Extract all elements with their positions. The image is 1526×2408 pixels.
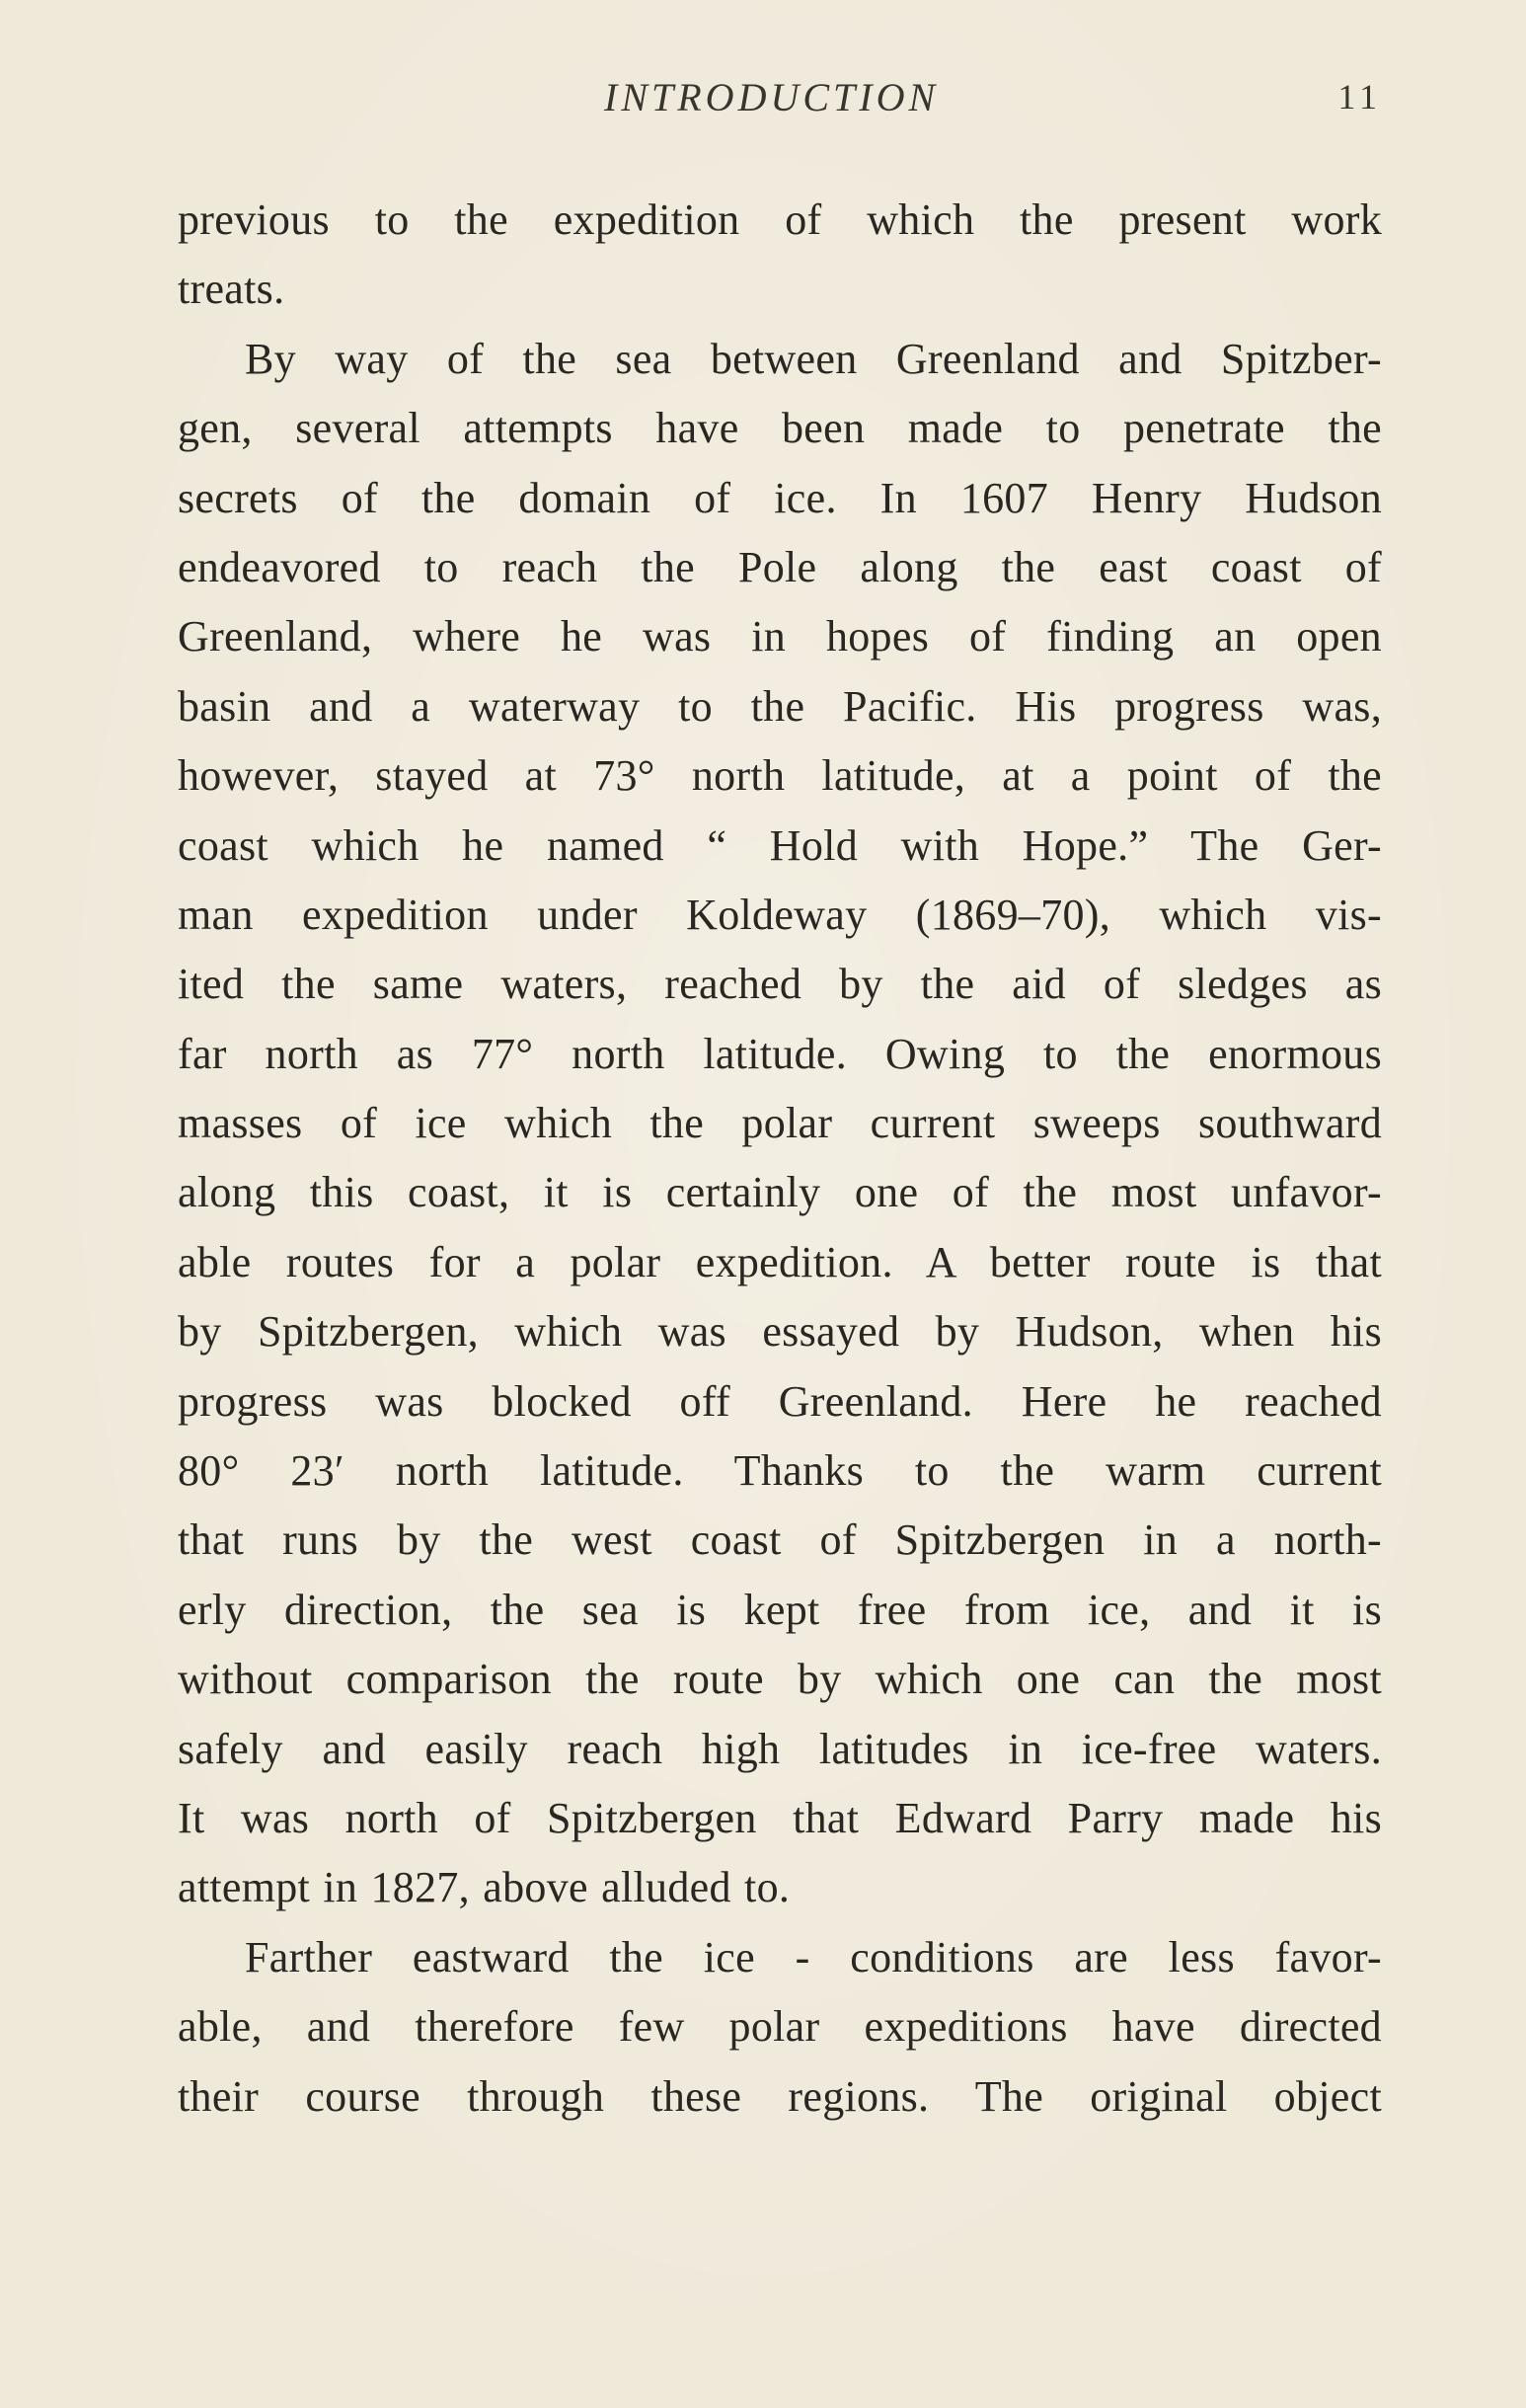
page-number: 11: [1337, 77, 1382, 117]
text-line: far north as 77° north latitude. Owing to the enormous: [178, 1029, 1382, 1078]
text-line: along this coast, it is certainly one of the most unfavor-: [178, 1168, 1382, 1217]
text-line: coast which he named “ Hold with Hope.” The Ger-: [178, 820, 1382, 870]
text-line: Farther eastward the ice - conditions are less favor-: [245, 1932, 1382, 1981]
text-line: previous to the expedition of which the present work: [178, 195, 1382, 244]
text-line: able, and therefore few polar expeditions have directed: [178, 2002, 1382, 2052]
text-line: by Spitzbergen, which was essayed by Hudson, when his: [178, 1307, 1382, 1357]
text-line: erly direction, the sea is kept free from ice, and it is: [178, 1585, 1382, 1634]
running-head-title: INTRODUCTION: [604, 75, 940, 119]
text-line: able routes for a polar expedition. A better route is that: [178, 1237, 1382, 1286]
text-line: their course through these regions. The original object: [178, 2071, 1382, 2121]
body-text: [178, 186, 1382, 2132]
text-line: By way of the sea between Greenland and Spitzber-: [245, 334, 1382, 383]
text-line: secrets of the domain of ice. In 1607 Henry Hudson: [178, 473, 1382, 522]
running-head: [178, 74, 1382, 133]
text-line: 80° 23′ north latitude. Thanks to the warm current: [178, 1446, 1382, 1496]
text-line: ited the same waters, reached by the aid of sledges as: [178, 960, 1382, 1009]
text-line: progress was blocked off Greenland. Here he reached: [178, 1376, 1382, 1426]
text-line: treats.: [178, 265, 285, 314]
text-line: Greenland, where he was in hopes of finding an open: [178, 612, 1382, 661]
text-line: safely and easily reach high latitudes in ice-free waters.: [178, 1724, 1382, 1773]
text-line: gen, several attempts have been made to penetrate the: [178, 404, 1382, 453]
text-line: however, stayed at 73° north latitude, at a point of the: [178, 751, 1382, 801]
text-line: without comparison the route by which one can the most: [178, 1655, 1382, 1704]
text-line: It was north of Spitzbergen that Edward Parry made his: [178, 1793, 1382, 1842]
text-line: endeavored to reach the Pole along the east coast of: [178, 542, 1382, 591]
text-line: man expedition under Koldeway (1869–70), which vis-: [178, 890, 1382, 939]
text-line: masses of ice which the polar current sweeps southward: [178, 1099, 1382, 1148]
text-line: basin and a waterway to the Pacific. His progress was,: [178, 681, 1382, 731]
text-line: that runs by the west coast of Spitzbergen in a north-: [178, 1515, 1382, 1565]
text-line: attempt in 1827, above alluded to.: [178, 1863, 791, 1912]
